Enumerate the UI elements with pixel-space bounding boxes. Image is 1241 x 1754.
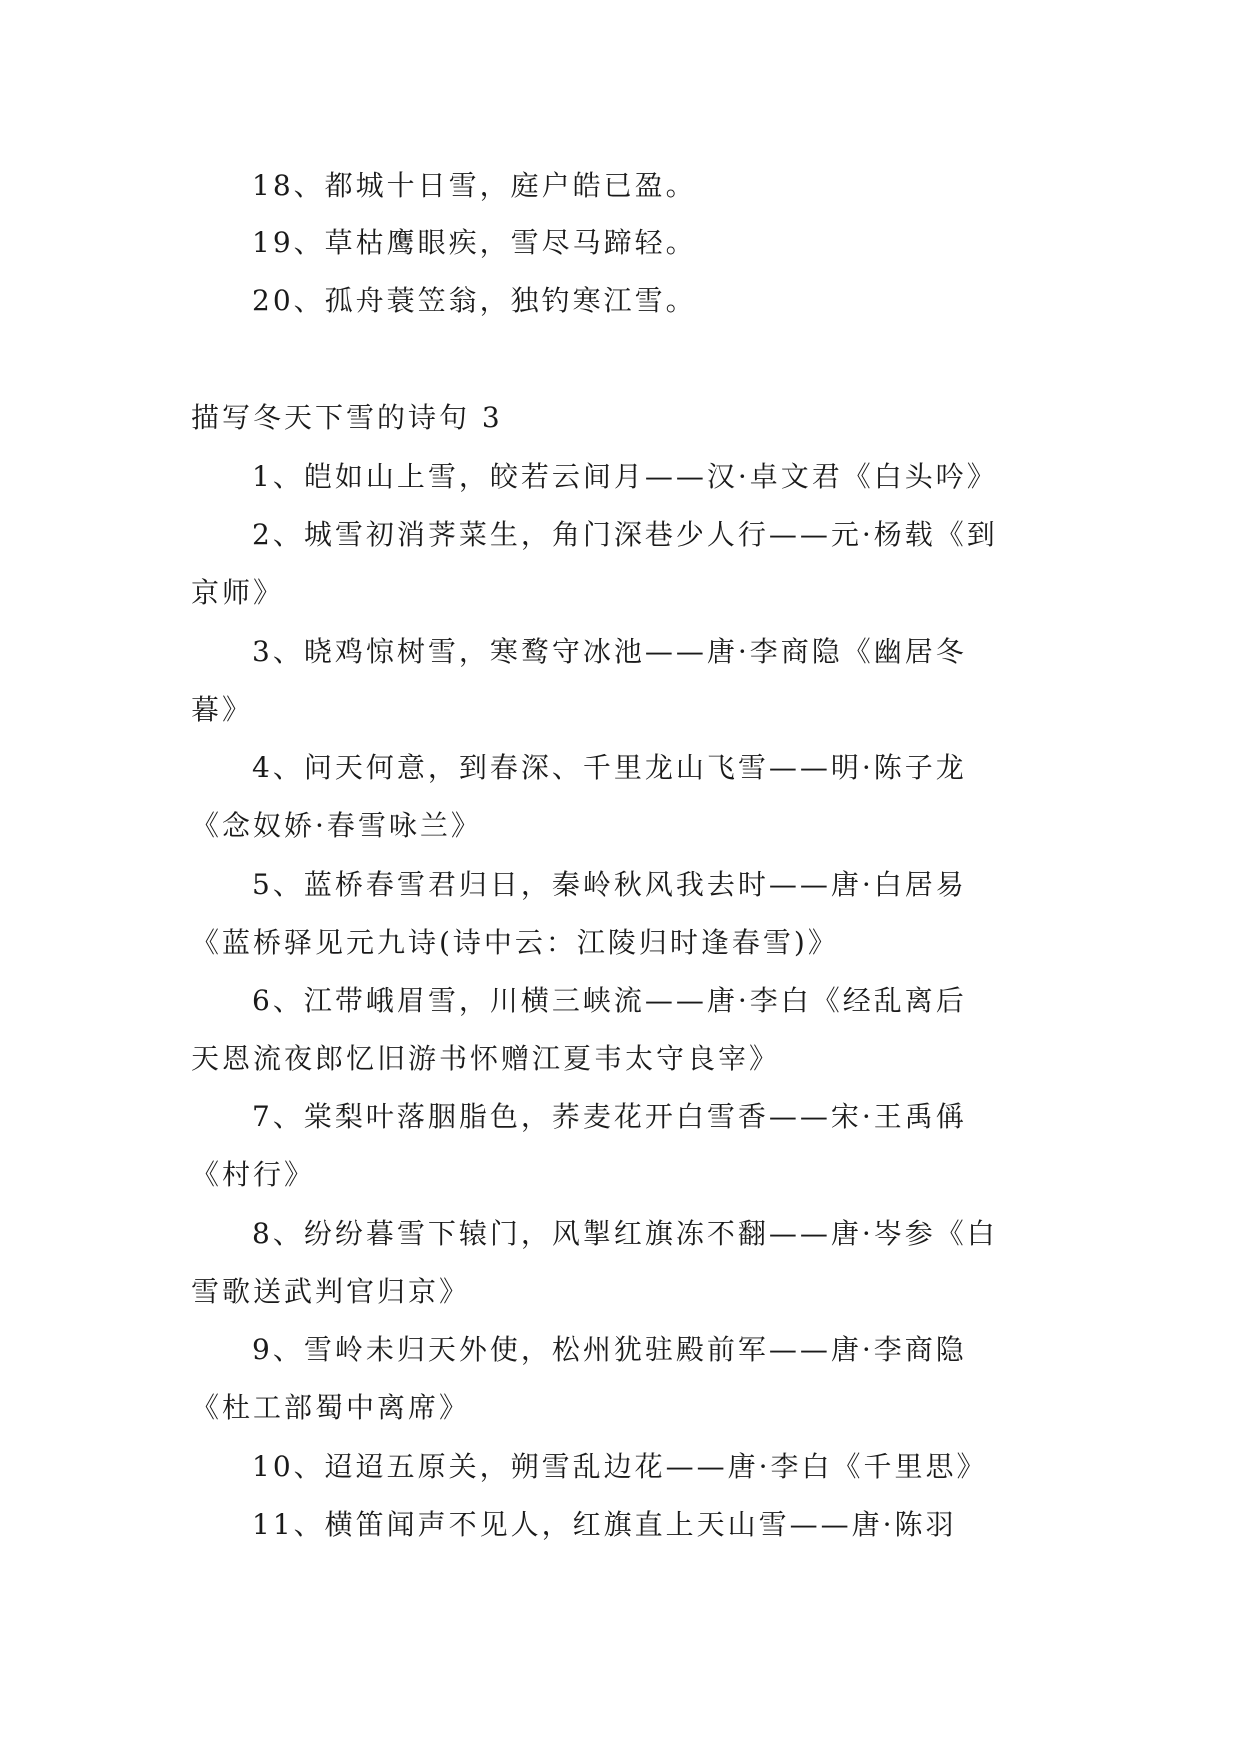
entry-6-continuation: 天恩流夜郎忆旧游书怀赠江夏韦太守良宰》 [191, 1042, 781, 1075]
entry-10: 10、迢迢五原关，朔雪乱边花——唐·李白《千里思》 [252, 1450, 988, 1483]
poem-line-20: 20、孤舟蓑笠翁，独钓寒江雪。 [252, 284, 697, 317]
entry-8: 8、纷纷暮雪下辕门，风掣红旗冻不翻——唐·岑参《白 [252, 1217, 998, 1250]
entry-2-continuation: 京师》 [191, 576, 285, 609]
entry-6: 6、江带峨眉雪，川横三峡流——唐·李白《经乱离后 [252, 984, 967, 1017]
entry-7-continuation: 《村行》 [191, 1158, 316, 1191]
entry-8-continuation: 雪歌送武判官归京》 [191, 1275, 471, 1308]
entry-7: 7、棠梨叶落胭脂色，荞麦花开白雪香——宋·王禹偁 [252, 1100, 967, 1133]
entry-2: 2、城雪初消荠菜生，角门深巷少人行——元·杨载《到 [252, 518, 998, 551]
poem-line-19: 19、草枯鹰眼疾，雪尽马蹄轻。 [252, 226, 697, 259]
poem-line-18: 18、都城十日雪，庭户皓已盈。 [252, 169, 697, 202]
entry-5: 5、蓝桥春雪君归日，秦岭秋风我去时——唐·白居易 [252, 868, 967, 901]
entry-9-continuation: 《杜工部蜀中离席》 [191, 1391, 471, 1424]
entry-4: 4、问天何意，到春深、千里龙山飞雪——明·陈子龙 [252, 751, 967, 784]
entry-9: 9、雪岭未归天外使，松州犹驻殿前军——唐·李商隐 [252, 1333, 967, 1366]
entry-3-continuation: 暮》 [191, 693, 254, 726]
entry-3: 3、晓鸡惊树雪，寒鹜守冰池——唐·李商隐《幽居冬 [252, 635, 967, 668]
entry-5-continuation: 《蓝桥驿见元九诗(诗中云：江陵归时逢春雪)》 [191, 926, 839, 959]
section-title: 描写冬天下雪的诗句 3 [191, 401, 503, 434]
entry-1: 1、皑如山上雪，皎若云间月——汉·卓文君《白头吟》 [252, 460, 998, 493]
entry-4-continuation: 《念奴娇·春雪咏兰》 [191, 809, 482, 842]
entry-11: 11、横笛闻声不见人，红旗直上天山雪——唐·陈羽 [252, 1508, 957, 1541]
